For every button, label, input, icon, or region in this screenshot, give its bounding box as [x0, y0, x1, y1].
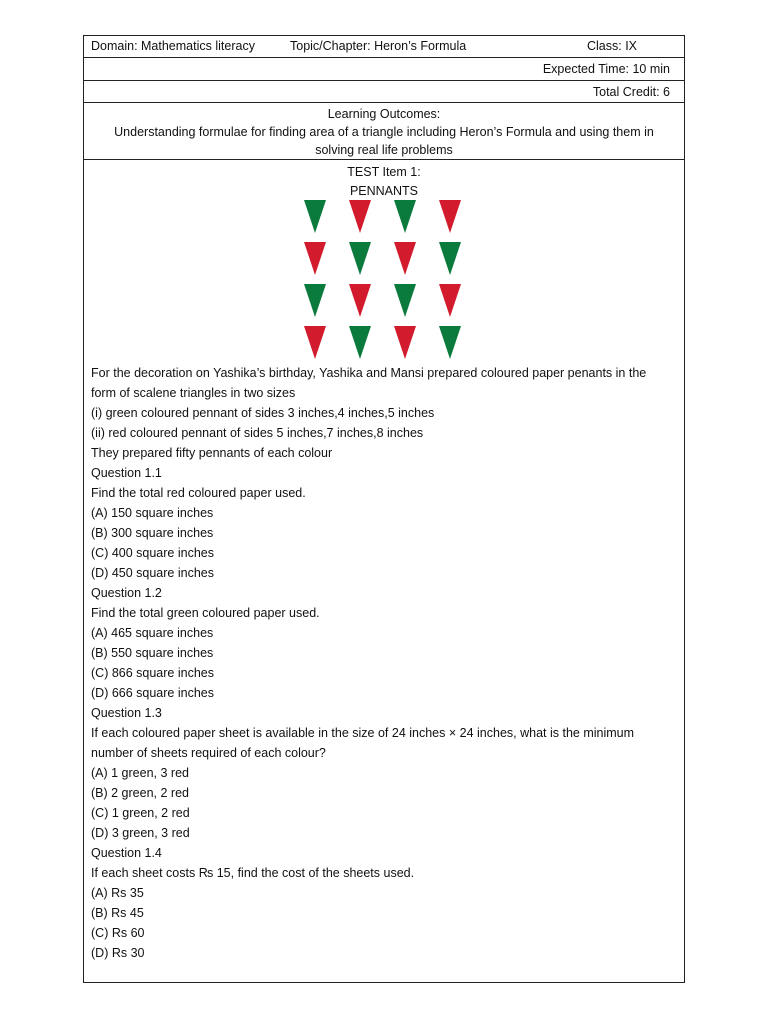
- header-row: [84, 36, 684, 58]
- text-line: (D) 666 square inches: [91, 686, 214, 700]
- text-line: Question 1.2: [91, 586, 162, 600]
- learning-outcomes-block: [84, 105, 684, 159]
- text-line: (C) 400 square inches: [91, 546, 214, 560]
- worksheet-table: [83, 35, 685, 983]
- text-line: (D) 3 green, 3 red: [91, 826, 190, 840]
- text-line: (B) Rs 45: [91, 906, 144, 920]
- domain-label: Domain: Mathematics literacy: [91, 39, 255, 53]
- total-credit-label: Total Credit: 6: [592, 85, 670, 99]
- question-body: [91, 363, 681, 963]
- text-line: (A) Rs 35: [91, 886, 144, 900]
- text-line: (ii) red coloured pennant of sides 5 inches,7 inches,8 inches: [91, 426, 424, 440]
- text-line: (C) Rs 60: [91, 926, 145, 940]
- text-line: Find the total green coloured paper used.: [91, 606, 320, 620]
- pennant-green-triangle: [304, 200, 326, 233]
- text-line: Question 1.1: [91, 466, 162, 480]
- pennant-red-triangle: [439, 200, 461, 233]
- learning-outcomes-row: [84, 103, 684, 160]
- pennant-red-triangle: [394, 326, 416, 359]
- pennant-red-triangle: [439, 284, 461, 317]
- test-item-title: TEST Item 1:: [347, 165, 421, 179]
- test-item-heading: [84, 163, 684, 201]
- learning-outcomes-line2: solving real life problems: [315, 143, 453, 157]
- class-label: Class: IX: [587, 39, 638, 53]
- pennant-green-triangle: [304, 284, 326, 317]
- pennant-green-triangle: [349, 326, 371, 359]
- text-line: (C) 1 green, 2 red: [91, 806, 190, 820]
- pennant-green-triangle: [439, 242, 461, 275]
- learning-outcomes-line1: Understanding formulae for finding area of a triangle including Heron’s Formula and using them in: [114, 125, 654, 139]
- text-line: (i) green coloured pennant of sides 3 inches,4 inches,5 inches: [91, 406, 435, 420]
- pennant-red-triangle: [304, 326, 326, 359]
- text-line: (A) 465 square inches: [91, 626, 214, 640]
- total-credit-row: [84, 81, 684, 103]
- text-line: If each coloured paper sheet is available in the size of 24 inches × 24 inches, what is the minimum: [91, 726, 635, 740]
- pennant-red-triangle: [349, 200, 371, 233]
- pennant-red-triangle: [394, 242, 416, 275]
- text-line: Find the total red coloured paper used.: [91, 486, 306, 500]
- pennants-illustration: [304, 200, 464, 364]
- text-line: For the decoration on Yashika’s birthday, Yashika and Mansi prepared coloured paper penants in the: [91, 366, 647, 380]
- text-line: (B) 550 square inches: [91, 646, 214, 660]
- text-line: (A) 1 green, 3 red: [91, 766, 189, 780]
- text-line: (B) 2 green, 2 red: [91, 786, 189, 800]
- text-line: form of scalene triangles in two sizes: [91, 386, 296, 400]
- text-line: (D) 450 square inches: [91, 566, 214, 580]
- text-line: (C) 866 square inches: [91, 666, 214, 680]
- text-line: number of sheets required of each colour?: [91, 746, 326, 760]
- expected-time-label: Expected Time: 10 min: [542, 62, 670, 76]
- text-line: (D) Rs 30: [91, 946, 145, 960]
- pennant-green-triangle: [394, 200, 416, 233]
- text-line: Question 1.3: [91, 706, 162, 720]
- text-line: (A) 150 square inches: [91, 506, 214, 520]
- topic-label: Topic/Chapter: Heron’s Formula: [290, 39, 467, 53]
- text-line: If each sheet costs ₨ 15, find the cost of the sheets used.: [91, 866, 415, 880]
- pennant-red-triangle: [304, 242, 326, 275]
- text-line: They prepared fifty pennants of each colour: [91, 446, 333, 460]
- test-item-name: PENNANTS: [349, 184, 419, 198]
- text-line: Question 1.4: [91, 846, 162, 860]
- learning-outcomes-title: Learning Outcomes:: [327, 107, 441, 121]
- pennant-green-triangle: [394, 284, 416, 317]
- expected-time-row: [84, 58, 684, 81]
- pennant-red-triangle: [349, 284, 371, 317]
- pennant-green-triangle: [439, 326, 461, 359]
- text-line: (B) 300 square inches: [91, 526, 214, 540]
- pennant-green-triangle: [349, 242, 371, 275]
